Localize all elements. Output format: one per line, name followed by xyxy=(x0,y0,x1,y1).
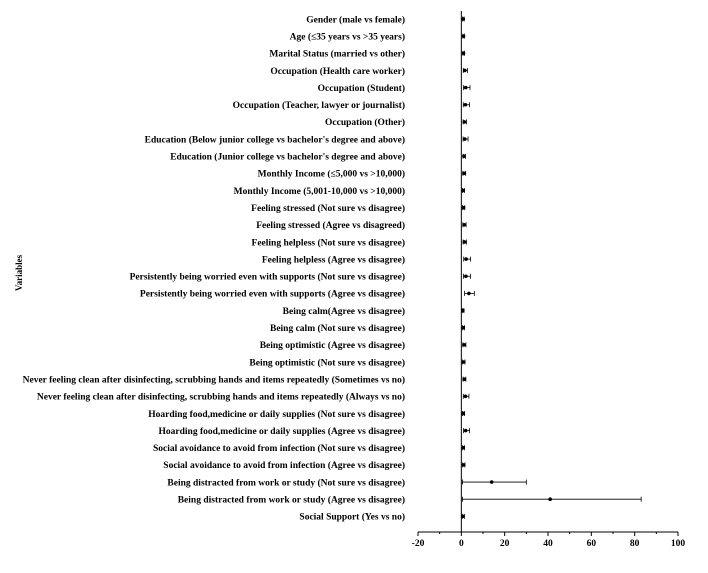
variable-label: Social avoidance to avoid from infection (Agree vs disagree) xyxy=(163,461,405,472)
variable-label: Being distracted from work or study (Agree vs disagree) xyxy=(177,495,405,506)
forest-row xyxy=(270,66,467,77)
variable-label: Monthly Income (5,001-10,000 vs >10,000) xyxy=(233,186,405,197)
estimate-point xyxy=(464,86,468,90)
variable-label: Being distracted from work or study (Not sure vs disagree) xyxy=(167,478,405,489)
estimate-point xyxy=(463,137,467,141)
forest-row xyxy=(260,340,466,351)
forest-row xyxy=(159,426,470,437)
variable-label: Social avoidance to avoid from infection (Not sure vs disagree) xyxy=(153,444,405,455)
variable-label: Education (Below junior college vs bachelor's degree and above) xyxy=(144,135,405,146)
variable-label: Being optimistic (Agree vs disagree) xyxy=(259,341,405,352)
estimate-point xyxy=(464,429,468,433)
forest-row xyxy=(318,83,470,94)
forest-row xyxy=(153,443,465,454)
estimate-point xyxy=(462,463,466,467)
forest-row xyxy=(306,14,465,25)
estimate-point xyxy=(462,377,466,381)
forest-row xyxy=(249,357,465,368)
variable-label: Marital Status (married vs other) xyxy=(269,49,405,60)
variable-label: Occupation (Student) xyxy=(317,83,405,94)
forest-row xyxy=(251,203,465,214)
x-tick-label: 100 xyxy=(670,539,686,549)
forest-row xyxy=(252,237,467,248)
forest-row xyxy=(145,134,468,145)
estimate-point xyxy=(464,257,468,261)
estimate-point xyxy=(461,515,465,519)
estimate-point xyxy=(463,240,467,244)
forest-row xyxy=(23,374,466,385)
variable-label: Being calm(Agree vs disagree) xyxy=(282,306,405,317)
variable-label: Feeling helpless (Agree vs disagree) xyxy=(261,255,405,266)
estimate-point xyxy=(462,223,466,227)
estimate-point xyxy=(464,103,468,107)
forest-row xyxy=(148,409,465,420)
y-axis-title: Variables xyxy=(14,254,24,292)
forest-row xyxy=(233,100,470,111)
estimate-point xyxy=(461,326,465,330)
estimate-point xyxy=(461,412,465,416)
forest-row xyxy=(37,392,469,403)
estimate-point xyxy=(461,189,465,193)
forest-row xyxy=(130,272,471,283)
forest-row xyxy=(256,220,466,231)
forest-row xyxy=(283,306,465,317)
estimate-point xyxy=(461,17,465,21)
variable-label: Gender (male vs female) xyxy=(306,15,405,26)
x-axis xyxy=(412,532,686,549)
variable-label: Occupation (Other) xyxy=(325,118,405,129)
x-tick-label: 20 xyxy=(499,539,510,549)
forest-row xyxy=(325,117,466,128)
variable-label: Social Support (Yes vs no) xyxy=(299,512,405,523)
estimate-point xyxy=(462,34,466,38)
variable-label: Monthly Income (≤5,000 vs >10,000) xyxy=(257,169,405,180)
estimate-point xyxy=(464,274,468,278)
forest-row xyxy=(290,31,466,42)
variable-label: Being optimistic (Not sure vs disagree) xyxy=(249,358,405,369)
variable-label: Education (Junior college vs bachelor's degree and above) xyxy=(170,152,405,163)
forest-row xyxy=(299,512,464,523)
estimate-point xyxy=(490,480,494,484)
estimate-point xyxy=(462,360,466,364)
x-tick-label: 80 xyxy=(629,539,640,549)
forest-row xyxy=(234,186,465,197)
variable-label: Occupation (Health care worker) xyxy=(270,66,405,77)
forest-row xyxy=(269,49,465,60)
variable-label: Persistently being worried even with supports (Not sure vs disagree) xyxy=(129,272,405,283)
x-tick-label: 60 xyxy=(586,539,597,549)
variable-label: Age (≤35 years vs >35 years) xyxy=(289,32,405,43)
variable-label: Feeling stressed (Agree vs disagreed) xyxy=(256,221,405,232)
variable-label: Feeling stressed (Not sure vs disagree) xyxy=(251,203,405,214)
estimate-point xyxy=(461,309,465,313)
x-tick-label: 40 xyxy=(543,539,553,549)
forest-row xyxy=(262,254,471,265)
estimate-point xyxy=(462,52,466,56)
estimate-point xyxy=(467,292,471,296)
estimate-point xyxy=(462,154,466,158)
forest-row xyxy=(258,169,466,180)
forest-row xyxy=(270,323,465,334)
variable-label: Feeling helpless (Not sure vs disagree) xyxy=(251,238,405,249)
x-tick-label: 0 xyxy=(458,539,464,549)
variable-label: Being calm (Not sure vs disagree) xyxy=(269,324,405,334)
estimate-point xyxy=(462,172,466,176)
variable-label: Never feeling clean after disinfecting, scrubbing hands and items repeatedly (Always vs no) xyxy=(36,392,405,403)
estimate-point xyxy=(462,343,466,347)
forest-row xyxy=(170,152,466,163)
estimate-point xyxy=(463,69,467,73)
variable-label: Never feeling clean after disinfecting, scrubbing hands and items repeatedly (Sometimes vs no) xyxy=(22,375,405,386)
estimate-point xyxy=(464,395,468,399)
variable-label: Hoarding food,medicine or daily supplies (Agree vs disagree) xyxy=(158,426,405,437)
variable-label: Persistently being worried even with supports (Agree vs disagree) xyxy=(139,289,405,300)
forest-row xyxy=(140,289,474,300)
estimate-point xyxy=(463,120,467,124)
variable-label: Occupation (Teacher, lawyer or journalist) xyxy=(232,101,405,112)
forest-row xyxy=(178,495,641,506)
forest-row xyxy=(163,460,465,471)
estimate-point xyxy=(548,497,552,501)
estimate-point xyxy=(462,206,466,210)
x-tick-label: -20 xyxy=(411,539,425,549)
forest-row xyxy=(167,477,526,488)
estimate-point xyxy=(461,446,465,450)
variable-label: Hoarding food,medicine or daily supplies (Not sure vs disagree) xyxy=(148,409,405,420)
